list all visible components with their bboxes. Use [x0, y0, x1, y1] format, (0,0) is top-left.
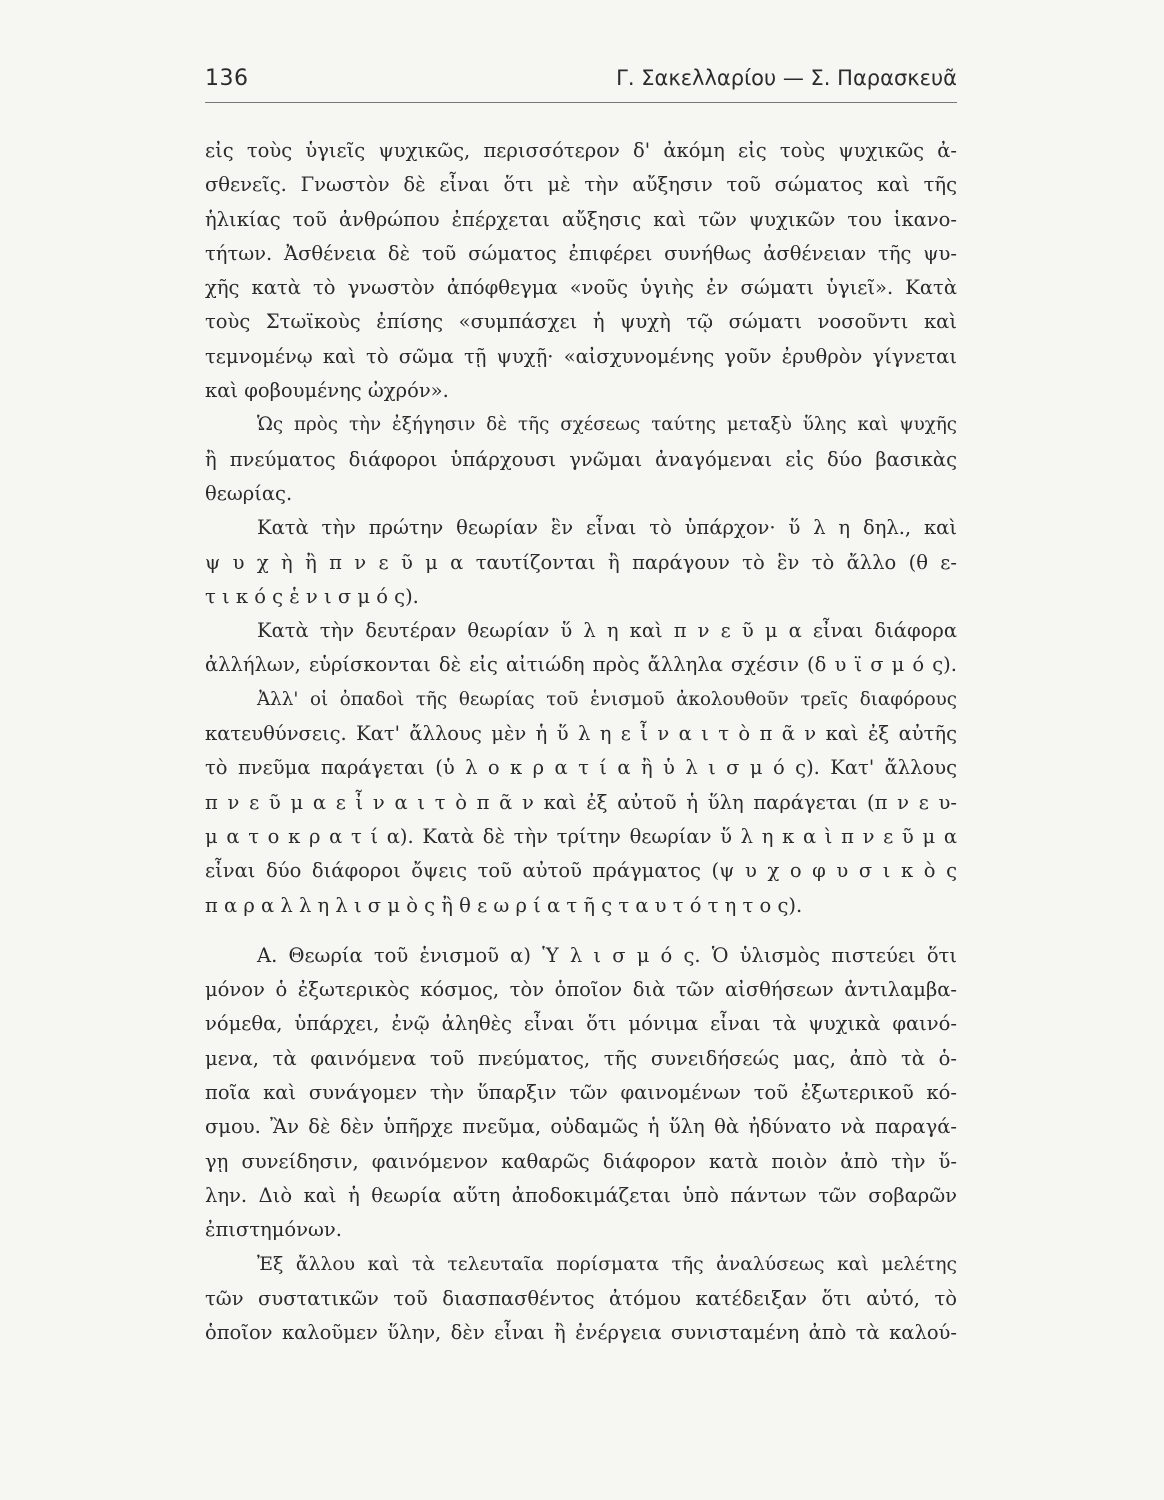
- text-line: εἰς τοὺς ὑγιεῖς ψυχικῶς, περισσότερον δ' ἀκόμη εἰς τοὺς ψυχικῶς ἀ-: [205, 139, 957, 162]
- text-line: ὁποῖον καλοῦμεν ὕλην, δὲν εἶναι ἢ ἐνέργεια συνισταμένη ἀπὸ τὰ καλού-: [205, 1321, 957, 1345]
- text-line: τὸ πνεῦμα παράγεται (ὑ λ ο κ ρ α τ ί α ἢ ὑ λ ι σ μ ό ς). Κατ' ἄλλους: [205, 756, 957, 780]
- text-line: τ ι κ ό ς ἑ ν ι σ μ ό ς).: [205, 584, 419, 608]
- text-line: Ἀλλ' οἱ ὀπαδοὶ τῆς θεωρίας τοῦ ἑνισμοῦ ἀκολουθοῦν τρεῖς διαφόρους: [257, 688, 957, 710]
- text-line: ποῖα καὶ συνάγομεν τὴν ὕπαρξιν τῶν φαινομένων τοῦ ἐξωτερικοῦ κό-: [205, 1081, 957, 1105]
- text-line: Ἐξ ἄλλου καὶ τὰ τελευταῖα πορίσματα τῆς ἀναλύσεως καὶ μελέτης: [257, 1253, 957, 1275]
- text-line: εἶναι δύο διάφοροι ὄψεις τοῦ αὐτοῦ πράγματος (ψ υ χ ο φ υ σ ι κ ὸ ς: [205, 859, 957, 883]
- text-line: μόνον ὁ ἐξωτερικὸς κόσμος, τὸν ὁποῖον διὰ τῶν αἰσθήσεων ἀντιλαμβα-: [205, 978, 957, 1002]
- text-line: Α. Θεωρία τοῦ ἑνισμοῦ α) Ὑ λ ι σ μ ό ς. Ὁ ὑλισμὸς πιστεύει ὅτι: [257, 943, 957, 967]
- text-line: π α ρ α λ λ η λ ι σ μ ὸ ς ἢ θ ε ω ρ ί α τ ῆ ς τ α υ τ ό τ η τ ο ς).: [205, 893, 803, 917]
- text-line: ἐπιστημόνων.: [205, 1218, 342, 1242]
- text-line: θεωρίας.: [205, 481, 293, 505]
- text-line: ἡλικίας τοῦ ἀνθρώπου ἐπέρχεται αὔξησις καὶ τῶν ψυχικῶν του ἱκανο-: [205, 207, 957, 231]
- text-line: ψ υ χ ὴ ἢ π ν ε ῦ μ α ταυτίζονται ἢ παράγουν τὸ ἓν τὸ ἄλλο (θ ε-: [205, 550, 957, 574]
- text-line: Κατὰ τὴν δευτέραν θεωρίαν ὕ λ η καὶ π ν ε ῦ μ α εἶναι διάφορα: [257, 619, 957, 643]
- text-line: χῆς κατὰ τὸ γνωστὸν ἀπόφθεγμα «νοῦς ὑγιὴς ἐν σώματι ὑγιεῖ». Κατὰ: [205, 276, 957, 300]
- text-line: γῃ συνείδησιν, φαινόμενον καθαρῶς διάφορον κατὰ ποιὸν ἀπὸ τὴν ὕ-: [205, 1149, 957, 1173]
- text-line: μενα, τὰ φαινόμενα τοῦ πνεύματος, τῆς συνειδήσεώς μας, ἀπὸ τὰ ὁ-: [205, 1046, 957, 1070]
- text-line: Ὡς πρὸς τὴν ἐξήγησιν δὲ τῆς σχέσεως ταύτης μεταξὺ ὕλης καὶ ψυχῆς: [257, 414, 957, 436]
- text-line: τήτων. Ἀσθένεια δὲ τοῦ σώματος ἐπιφέρει συνήθως ἀσθένειαν τῆς ψυ-: [205, 241, 957, 265]
- header-rule: [205, 102, 957, 103]
- section-gap: [205, 923, 957, 939]
- running-head: [205, 66, 957, 106]
- text-line: ἀλλήλων, εὑρίσκονται δὲ εἰς αἰτιώδη πρὸς ἄλληλα σχέσιν (δ υ ϊ σ μ ό ς).: [205, 653, 957, 677]
- text-line: τεμνομένῳ καὶ τὸ σῶμα τῇ ψυχῇ· «αἰσχυνομένης γοῦν ἐρυθρὸν γίγνεται: [205, 344, 957, 368]
- text-line: τῶν συστατικῶν τοῦ διασπασθέντος ἀτόμου κατέδειξαν ὅτι αὐτό, τὸ: [205, 1286, 957, 1310]
- text-line: Κατὰ τὴν πρώτην θεωρίαν ἓν εἶναι τὸ ὑπάρχον· ὕ λ η δηλ., καὶ: [257, 516, 957, 540]
- text-line: λην. Διὸ καὶ ἡ θεωρία αὕτη ἀποδοκιμάζεται ὑπὸ πάντων τῶν σοβαρῶν: [205, 1183, 957, 1207]
- text-line: καὶ φοβουμένης ὠχρόν».: [205, 379, 449, 403]
- text-line: τοὺς Στωϊκοὺς ἐπίσης «συμπάσχει ἡ ψυχὴ τῷ σώματι νοσοῦντι καὶ: [205, 310, 957, 334]
- text-line: νόμεθα, ὑπάρχει, ἐνῷ ἀληθὲς εἶναι ὅτι μόνιμα εἶναι τὰ ψυχικὰ φαινό-: [205, 1012, 957, 1036]
- text-line: μ α τ ο κ ρ α τ ί α). Κατὰ δὲ τὴν τρίτην θεωρίαν ὕ λ η κ α ὶ π ν ε ῦ μ α: [205, 824, 957, 848]
- running-head-title: Γ. Σακελλαρίου — Σ. Παρασκευᾶ: [616, 66, 957, 90]
- text-line: κατευθύνσεις. Κατ' ἄλλους μὲν ἡ ὕ λ η ε ἶ ν α ι τ ὸ π ᾶ ν καὶ ἐξ αὐτῆς: [205, 722, 957, 746]
- text-line: σθενεῖς. Γνωστὸν δὲ εἶναι ὅτι μὲ τὴν αὔξησιν τοῦ σώματος καὶ τῆς: [205, 173, 957, 197]
- page-number: 136: [205, 66, 249, 91]
- text-line: σμου. Ἂν δὲ δὲν ὑπῆρχε πνεῦμα, οὐδαμῶς ἡ ὕλη θὰ ἠδύνατο νὰ παραγά-: [205, 1115, 957, 1139]
- text-line: ἢ πνεύματος διάφοροι ὑπάρχουσι γνῶμαι ἀναγόμεναι εἰς δύο βασικὰς: [205, 447, 957, 471]
- text-line: π ν ε ῦ μ α ε ἶ ν α ι τ ὸ π ᾶ ν καὶ ἐξ αὐτοῦ ἡ ὕλη παράγεται (π ν ε υ-: [205, 790, 957, 814]
- body-text: [205, 134, 957, 1350]
